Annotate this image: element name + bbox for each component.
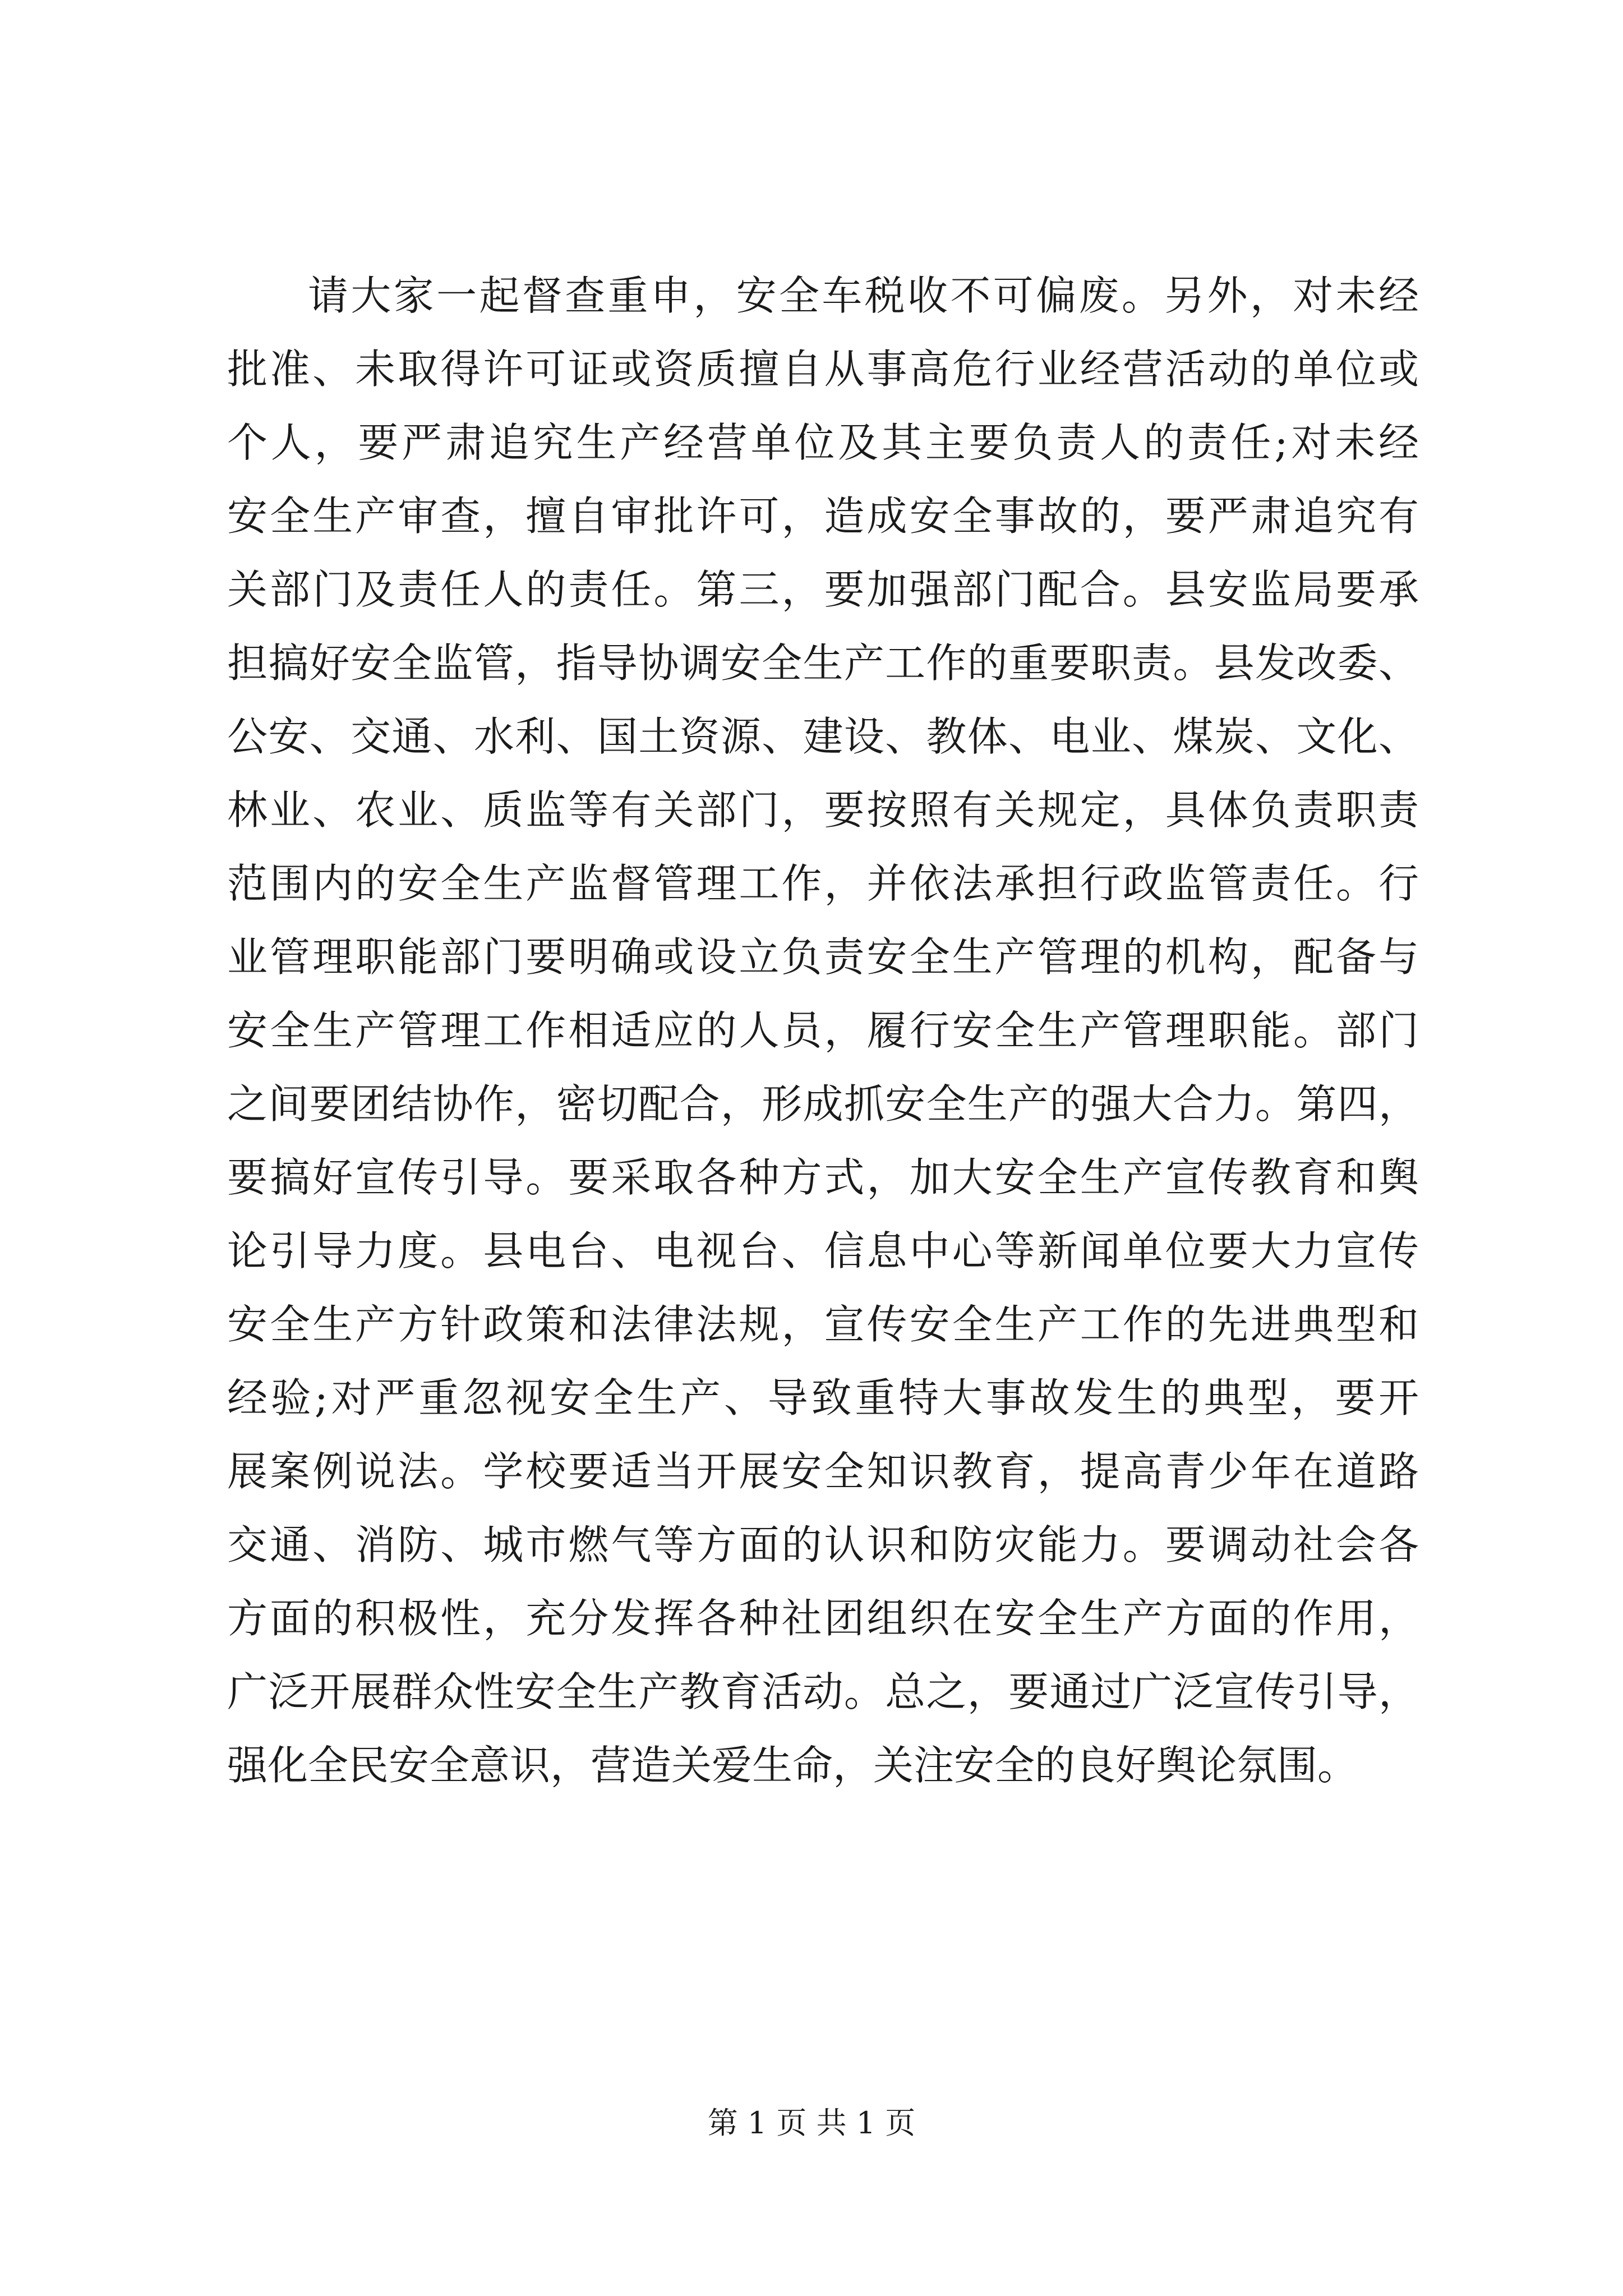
paragraph-line: 个人，要严肃追究生产经营单位及其主要负责人的责任;对未经	[227, 419, 1419, 466]
paragraph-line: 林业、农业、质监等有关部门，要按照有关规定，具体负责职责	[227, 786, 1419, 834]
paragraph-line: 展案例说法。学校要适当开展安全知识教育，提高青少年在道路	[227, 1448, 1419, 1495]
paragraph-line: 业管理职能部门要明确或设立负责安全生产管理的机构，配备与	[227, 933, 1419, 981]
paragraph-line: 之间要团结协作，密切配合，形成抓安全生产的强大合力。第四，	[227, 1080, 1419, 1128]
paragraph-line: 批准、未取得许可证或资质擅自从事高危行业经营活动的单位或	[227, 346, 1419, 393]
paragraph-line: 公安、交通、水利、国土资源、建设、教体、电业、煤炭、文化、	[227, 713, 1419, 760]
paragraph-line: 广泛开展群众性安全生产教育活动。总之，要通过广泛宣传引导，	[227, 1668, 1419, 1715]
paragraph-line: 范围内的安全生产监督管理工作，并依法承担行政监管责任。行	[227, 860, 1419, 907]
paragraph-line: 经验;对严重忽视安全生产、导致重特大事故发生的典型，要开	[227, 1374, 1419, 1421]
page-number-label: 第 1 页 共 1 页	[707, 2105, 916, 2141]
paragraph-line: 安全生产方针政策和法律法规，宣传安全生产工作的先进典型和	[227, 1301, 1419, 1348]
paragraph-line: 强化全民安全意识，营造关爱生命，关注安全的良好舆论氛围。	[227, 1742, 1358, 1789]
paragraph-line: 安全生产审查，擅自审批许可，造成安全事故的，要严肃追究有	[227, 493, 1419, 540]
paragraph-line: 安全生产管理工作相适应的人员，履行安全生产管理职能。部门	[227, 1007, 1419, 1054]
paragraph-line: 要搞好宣传引导。要采取各种方式，加大安全生产宣传教育和舆	[227, 1154, 1419, 1201]
page-footer	[0, 2104, 1623, 2143]
paragraph-line: 方面的积极性，充分发挥各种社团组织在安全生产方面的作用，	[227, 1595, 1419, 1642]
paragraph-line: 担搞好安全监管，指导协调安全生产工作的重要职责。县发改委、	[227, 639, 1419, 687]
body-paragraph	[227, 259, 1419, 1802]
paragraph-line: 论引导力度。县电台、电视台、信息中心等新闻单位要大力宣传	[227, 1227, 1419, 1274]
paragraph-line: 请大家一起督查重申，安全车税收不可偏废。另外，对未经	[308, 272, 1419, 319]
paragraph-line: 关部门及责任人的责任。第三，要加强部门配合。县安监局要承	[227, 566, 1419, 613]
paragraph-line: 交通、消防、城市燃气等方面的认识和防灾能力。要调动社会各	[227, 1521, 1419, 1568]
